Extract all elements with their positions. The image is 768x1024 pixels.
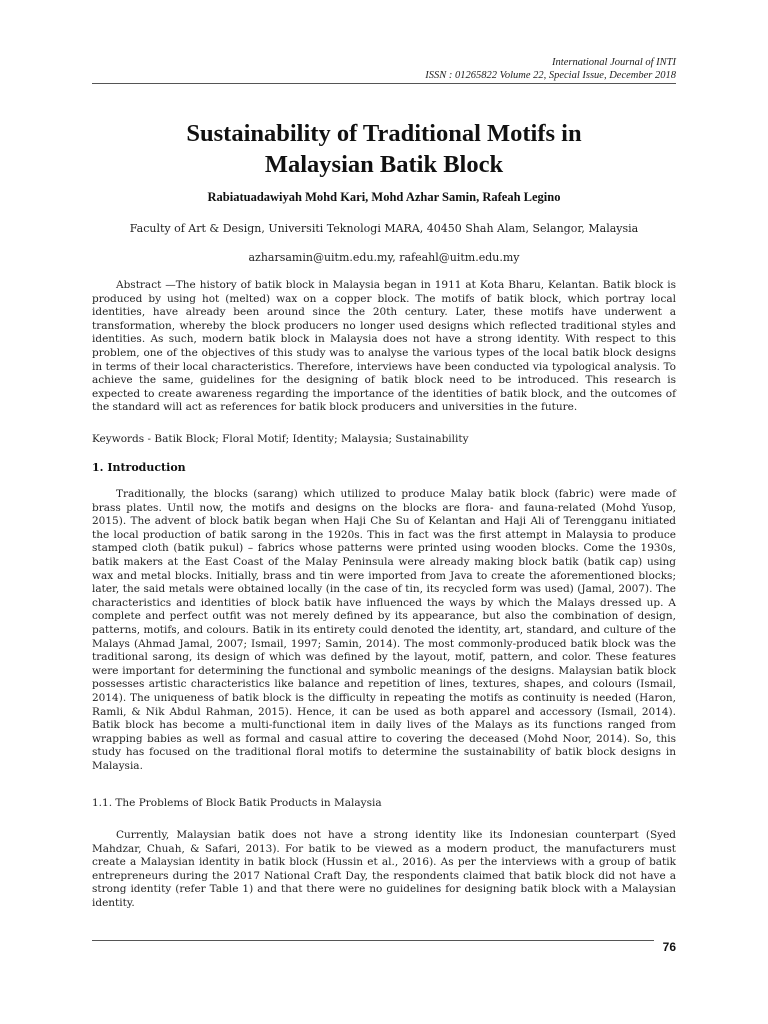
subsection-body — [92, 829, 676, 911]
subsection-heading-problems: 1.1. The Problems of Block Batik Products in Malaysia — [92, 797, 382, 809]
introduction-body — [92, 488, 676, 773]
page-number: 76 — [662, 940, 676, 954]
affiliation: Faculty of Art & Design, Universiti Teknologi MARA, 40450 Shah Alam, Selangor, Malaysia — [129, 222, 639, 235]
paper-title — [80, 118, 688, 180]
footer-rule — [92, 940, 654, 941]
subsection-paragraph: Currently, Malaysian batik does not have a strong identity like its Indonesian counterpart (Syed Mahdzar, Chuah, & Safari, 2013). For batik to be viewed as a modern product, the manufacturers must create a Malaysian identity in batik block (Hussin et al., 2016). As per the interviews with a group of batik entrepreneurs during the 2017 National Craft Day, the respondents claimed that batik block did not have a strong identity (refer Table 1) and that there were no guidelines for designing batik block with a Malaysian identity. — [92, 829, 676, 909]
abstract — [92, 279, 676, 415]
running-header — [425, 56, 676, 82]
keywords: Keywords - Batik Block; Floral Motif; Identity; Malaysia; Sustainability — [92, 433, 469, 445]
issn-volume-line: ISSN : 01265822 Volume 22, Special Issue, December 2018 — [425, 70, 676, 81]
title-line-2: Malaysian Batik Block — [264, 151, 504, 178]
journal-name: International Journal of INTI — [552, 57, 676, 68]
author-emails: azharsamin@uitm.edu.my, rafeahl@uitm.edu.my — [248, 251, 520, 264]
abstract-paragraph: Abstract —The history of batik block in Malaysia began in 1911 at Kota Bharu, Kelantan. Batik block is produced by using hot (melted) wax on a copper block. The motifs of batik block, which portray local identities, have already been around since the 20th century. Later, these motifs have underwent a transformation, whereby the block producers no longer used designs which reflected traditional styles and identities. As such, modern batik block in Malaysia does not have a strong identity. With respect to this problem, one of the objectives of this study was to analyse the various types of the local batik block designs in terms of their local characteristics. Therefore, interviews have been conducted via typological analysis. To achieve the same, guidelines for the designing of batik block need to be introduced. This research is expected to create awareness regarding the importance of the identities of batik block, and the outcomes of the standard will act as references for batik block producers and universities in the future. — [92, 279, 676, 414]
section-heading-introduction: 1. Introduction — [92, 461, 186, 474]
introduction-paragraph: Traditionally, the blocks (sarang) which utilized to produce Malay batik block (fabric) were made of brass plates. Until now, the motifs and designs on the blocks are flora- and fauna-related (Mohd Yusop, 2015). The advent of block batik began when Haji Che Su of Kelantan and Haji Ali of Terengganu initiated the local production of batik sarong in the 1920s. This in fact was the first attempt in Malaysia to produce stamped cloth (batik pukul) – fabrics whose patterns were printed using wooden blocks. Come the 1930s, batik makers at the East Coast of the Malay Peninsula were already making block batik (batik cap) using wax and metal blocks. Initially, brass and tin were imported from Java to create the aforementioned blocks; later, the said metals were obtained locally (in the case of tin, its recycled form was used) (Jamal, 2007). The characteristics and identities of block batik have influenced the ways by which the Malays dressed up. A complete and perfect outfit was not merely defined by its appearance, but also the combination of design, patterns, motifs, and colours. Batik in its entirety could denoted the identity, art, standard, and culture of the Malays (Ahmad Jamal, 2007; Ismail, 1997; Samin, 2014). The most commonly-produced batik block was the traditional sarong, its design of which was defined by the layout, motif, pattern, and color. These features were important for determining the functional and symbolic meanings of the designs. Malaysian batik block possesses artistic characteristics like balance and repetition of lines, textures, shapes, and colours (Ismail, 2014). The uniqueness of batik block is the difficulty in repeating the motifs as continuity is needed (Haron, Ramli, & Nik Abdul Rahman, 2015). Hence, it can be used as both apparel and accessory (Ismail, 2014). Batik block has become a multi-functional item in daily lives of the Malays as its functions ranged from wrapping babies as well as formal and casual attire to covering the deceased (Mohd Noor, 2014). So, this study has focused on the traditional floral motifs to determine the sustainability of batik block designs in Malaysia. — [92, 488, 676, 772]
header-rule — [92, 83, 676, 84]
author-list: Rabiatuadawiyah Mohd Kari, Mohd Azhar Samin, Rafeah Legino — [207, 190, 561, 204]
title-line-1: Sustainability of Traditional Motifs in — [186, 120, 582, 147]
